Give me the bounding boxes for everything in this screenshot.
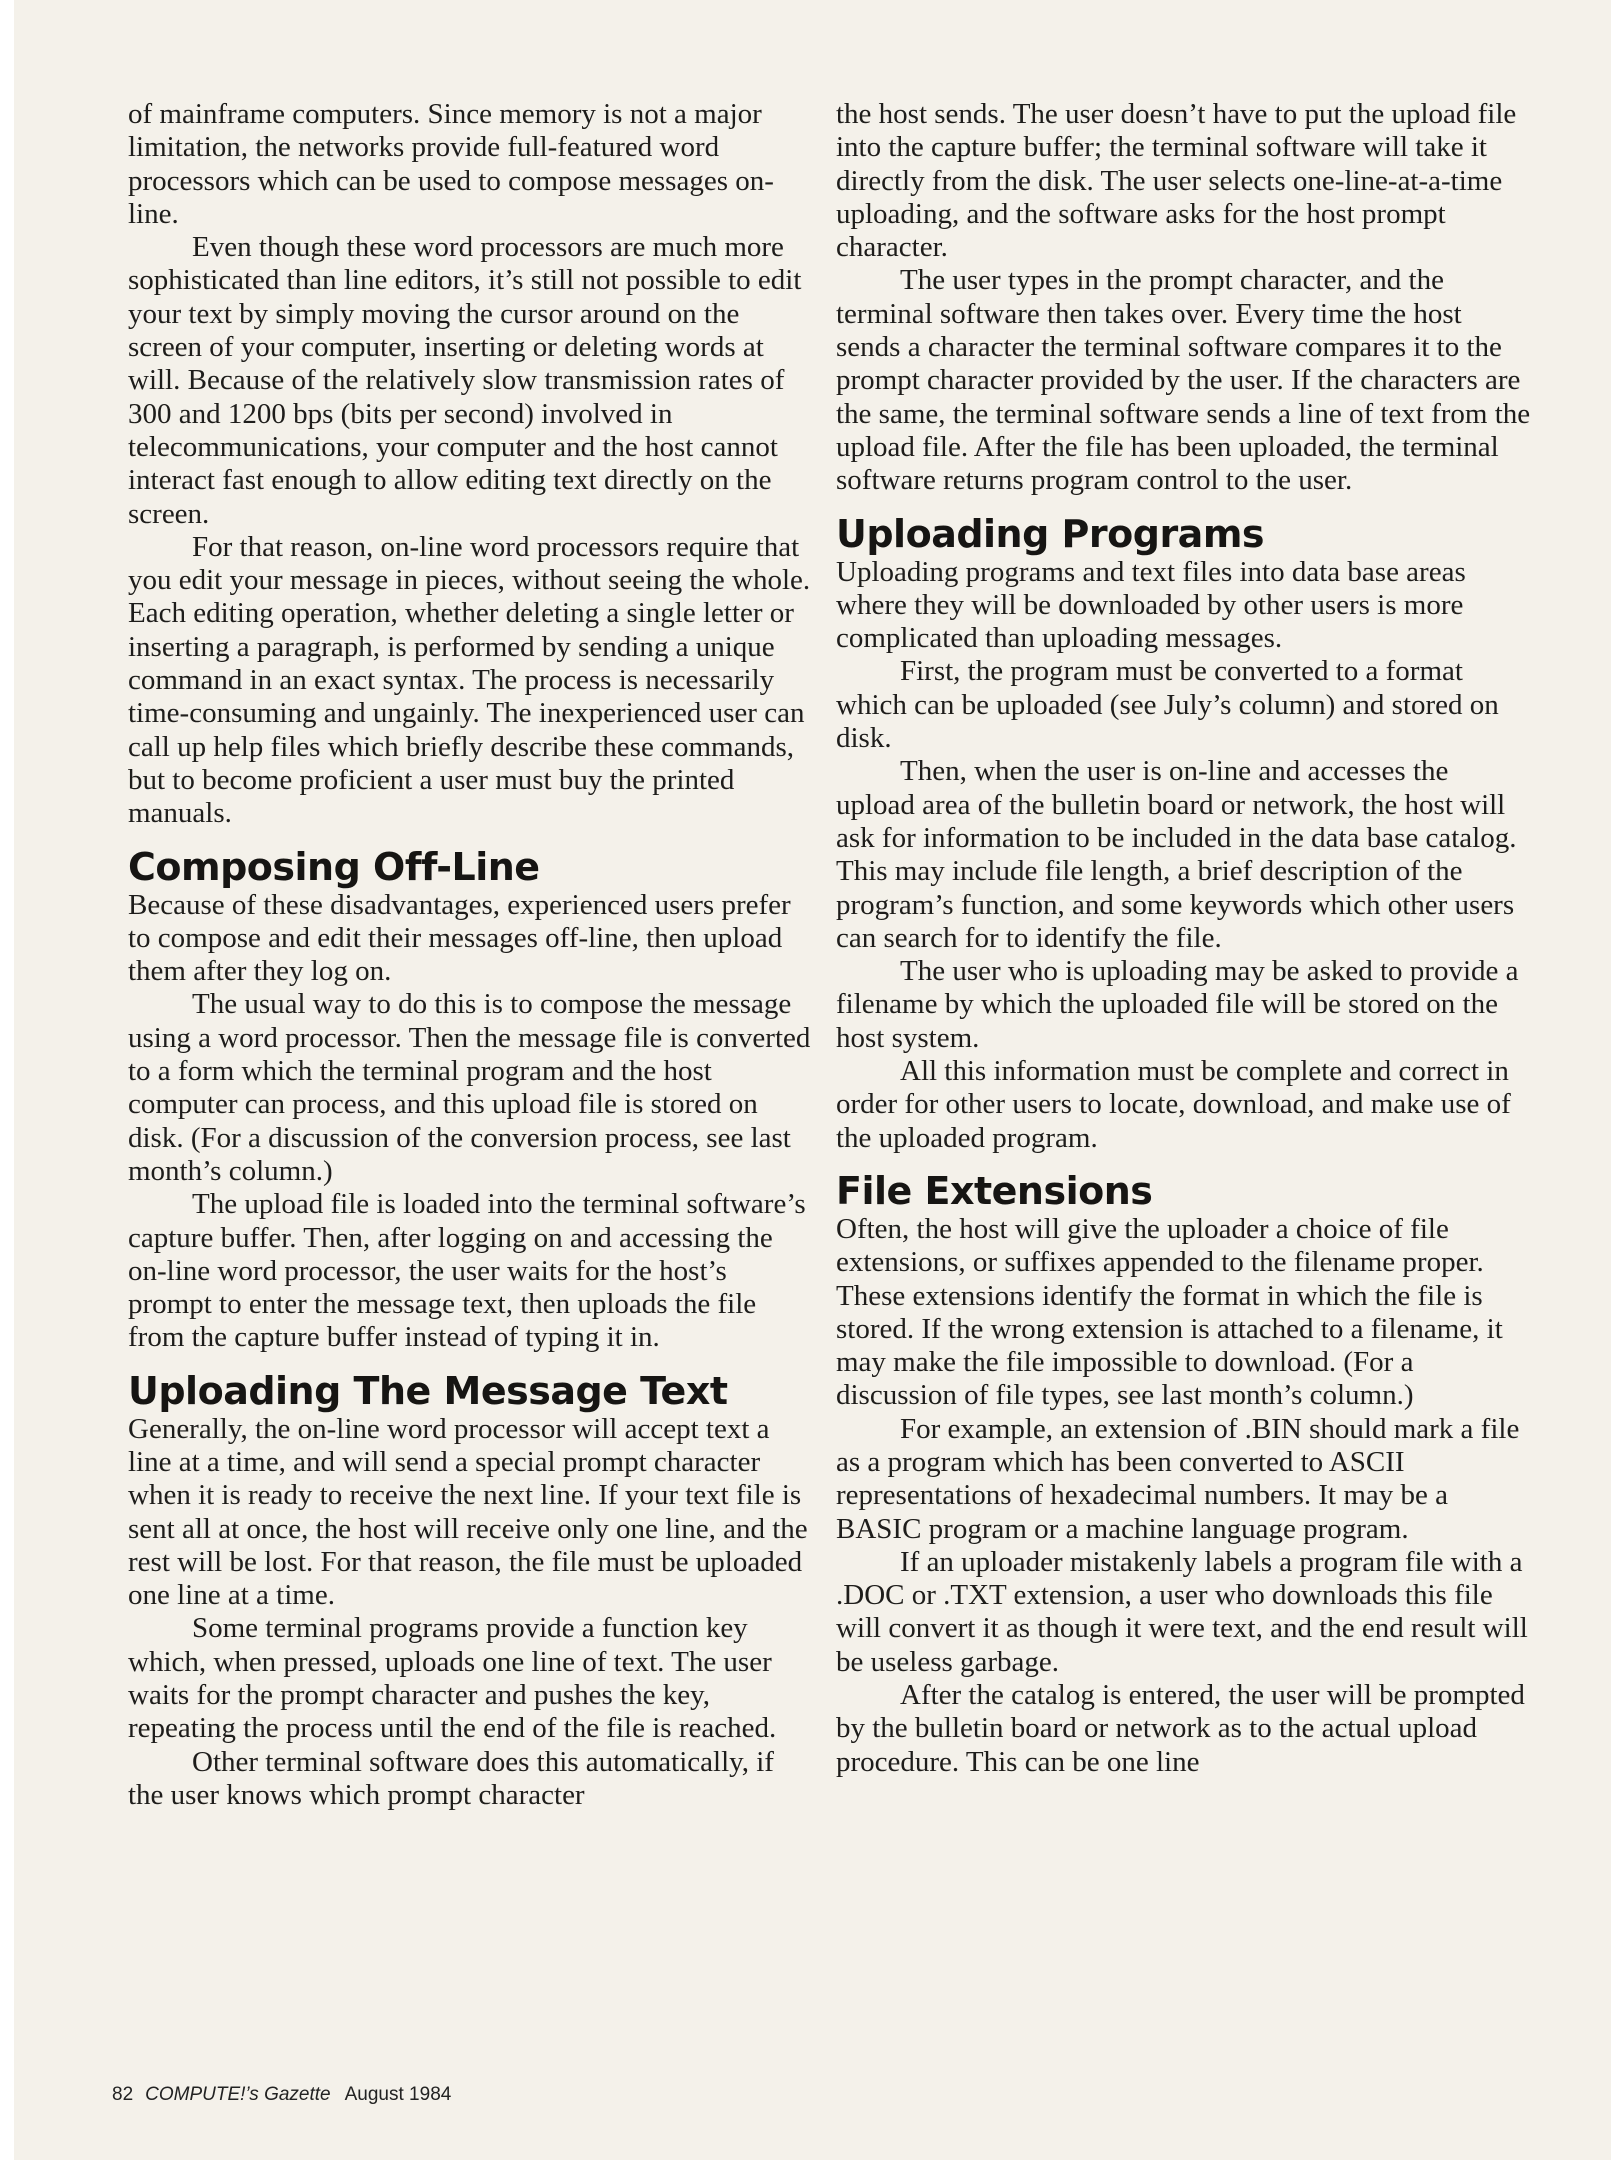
left-column xyxy=(128,98,816,1812)
section-heading-uploading-message-text: Uploading The Message Text xyxy=(128,1368,728,1413)
body-paragraph: All this information must be complete and correct in order for other users to locate, download, and make use of the uploaded program. xyxy=(836,1055,1511,1154)
body-paragraph: If an uploader mistakenly labels a program file with a .DOC or .TXT extension, a user who downloads this file will convert it as though it were text, and the end result will be useless garbage. xyxy=(836,1545,1528,1678)
right-column xyxy=(836,98,1532,1779)
body-paragraph: For that reason, on-line word processors require that you edit your message in pieces, without seeing the whole. Each editing operation, whether deleting a single letter or inserting a paragraph, is performed by sending a unique command in an exact syntax. The process is necessarily time-consuming and ungainly. The inexperienced user can call up help files which briefly describe these commands, but to become proficient a user must buy the printed manuals. xyxy=(128,530,811,830)
body-paragraph: The usual way to do this is to compose the message using a word processor. Then the message file is converted to a form which the terminal program and the host computer can process, and this upload file is stored on disk. (For a discussion of the conversion process, see last month’s column.) xyxy=(128,988,811,1187)
body-paragraph: Because of these disadvantages, experienced users prefer to compose and edit their messages off-line, then upload them after they log on. xyxy=(128,888,791,988)
body-paragraph: Even though these word processors are much more sophisticated than line editors, it’s still not possible to edit your text by simply moving the cursor around on the screen of your computer, inserting or deleting words at will. Because of the relatively slow transmission rates of 300 and 1200 bps (bits per second) involved in telecommunications, your computer and the host cannot interact fast enough to allow editing text directly on the screen. xyxy=(128,231,802,530)
body-paragraph: the host sends. The user doesn’t have to put the upload file into the capture buffer; the terminal software will take it directly from the disk. The user selects one-line-at-a-time uploading, and the software asks for the host prompt character. xyxy=(836,98,1517,264)
body-paragraph: of mainframe computers. Since memory is not a major limitation, the networks provide full-featured word processors which can be used to compose messages on-line. xyxy=(128,98,774,230)
body-paragraph: For example, an extension of .BIN should mark a file as a program which has been converted to ASCII representations of hexadecimal numbers. It may be a BASIC program or a machine language program. xyxy=(836,1412,1520,1545)
body-paragraph: The user who is uploading may be asked to provide a filename by which the uploaded file will be stored on the host system. xyxy=(836,955,1519,1054)
section-heading-uploading-programs: Uploading Programs xyxy=(836,511,1265,556)
body-paragraph: Often, the host will give the uploader a choice of file extensions, or suffixes appended to the filename proper. These extensions identify the format in which the file is stored. If the wrong extension is attached to a filename, it may make the file impossible to download. (For a discussion of file types, see last month’s column.) xyxy=(836,1212,1503,1412)
body-paragraph: Uploading programs and text files into data base areas where they will be downloaded by other users is more complicated than uploading messages. xyxy=(836,555,1466,655)
section-heading-file-extensions: File Extensions xyxy=(836,1168,1153,1213)
body-paragraph: First, the program must be converted to a format which can be uploaded (see July’s column) and stored on disk. xyxy=(836,655,1499,755)
publication-name: COMPUTE!’s Gazette xyxy=(145,2084,331,2105)
body-paragraph: After the catalog is entered, the user will be prompted by the bulletin board or network as to the actual upload procedure. This can be one line xyxy=(836,1679,1525,1778)
body-paragraph: Generally, the on-line word processor will accept text a line at a time, and will send a special prompt character when it is ready to receive the next line. If your text file is sent all at once, the host will receive only one line, and the rest will be lost. For that reason, the file must be uploaded one line at a time. xyxy=(128,1412,808,1612)
scan-edge xyxy=(0,0,14,2160)
body-paragraph: Other terminal software does this automatically, if the user knows which prompt character xyxy=(128,1745,774,1811)
section-heading-composing-off-line: Composing Off-Line xyxy=(128,844,540,889)
page-footer xyxy=(112,2084,451,2106)
body-paragraph: The user types in the prompt character, and the terminal software then takes over. Every time the host sends a character the terminal software compares it to the prompt character provided by the user. If the characters are the same, the terminal software sends a line of text from the upload file. After the file has been uploaded, the terminal software returns program control to the user. xyxy=(836,264,1531,497)
page-number: 82 xyxy=(112,2084,134,2105)
issue-date: August 1984 xyxy=(344,2084,452,2105)
body-paragraph: Then, when the user is on-line and accesses the upload area of the bulletin board or network, the host will ask for information to be included in the data base catalog. This may include file length, a brief description of the program’s function, and some keywords which other users can search for to identify the file. xyxy=(836,755,1517,954)
body-paragraph: The upload file is loaded into the terminal software’s capture buffer. Then, after logging on and accessing the on-line word processor, the user waits for the host’s prompt to enter the message text, then uploads the file from the capture buffer instead of typing it in. xyxy=(128,1188,806,1354)
body-paragraph: Some terminal programs provide a function key which, when pressed, uploads one line of text. The user waits for the prompt character and pushes the key, repeating the process until the end of the file is reached. xyxy=(128,1612,777,1745)
